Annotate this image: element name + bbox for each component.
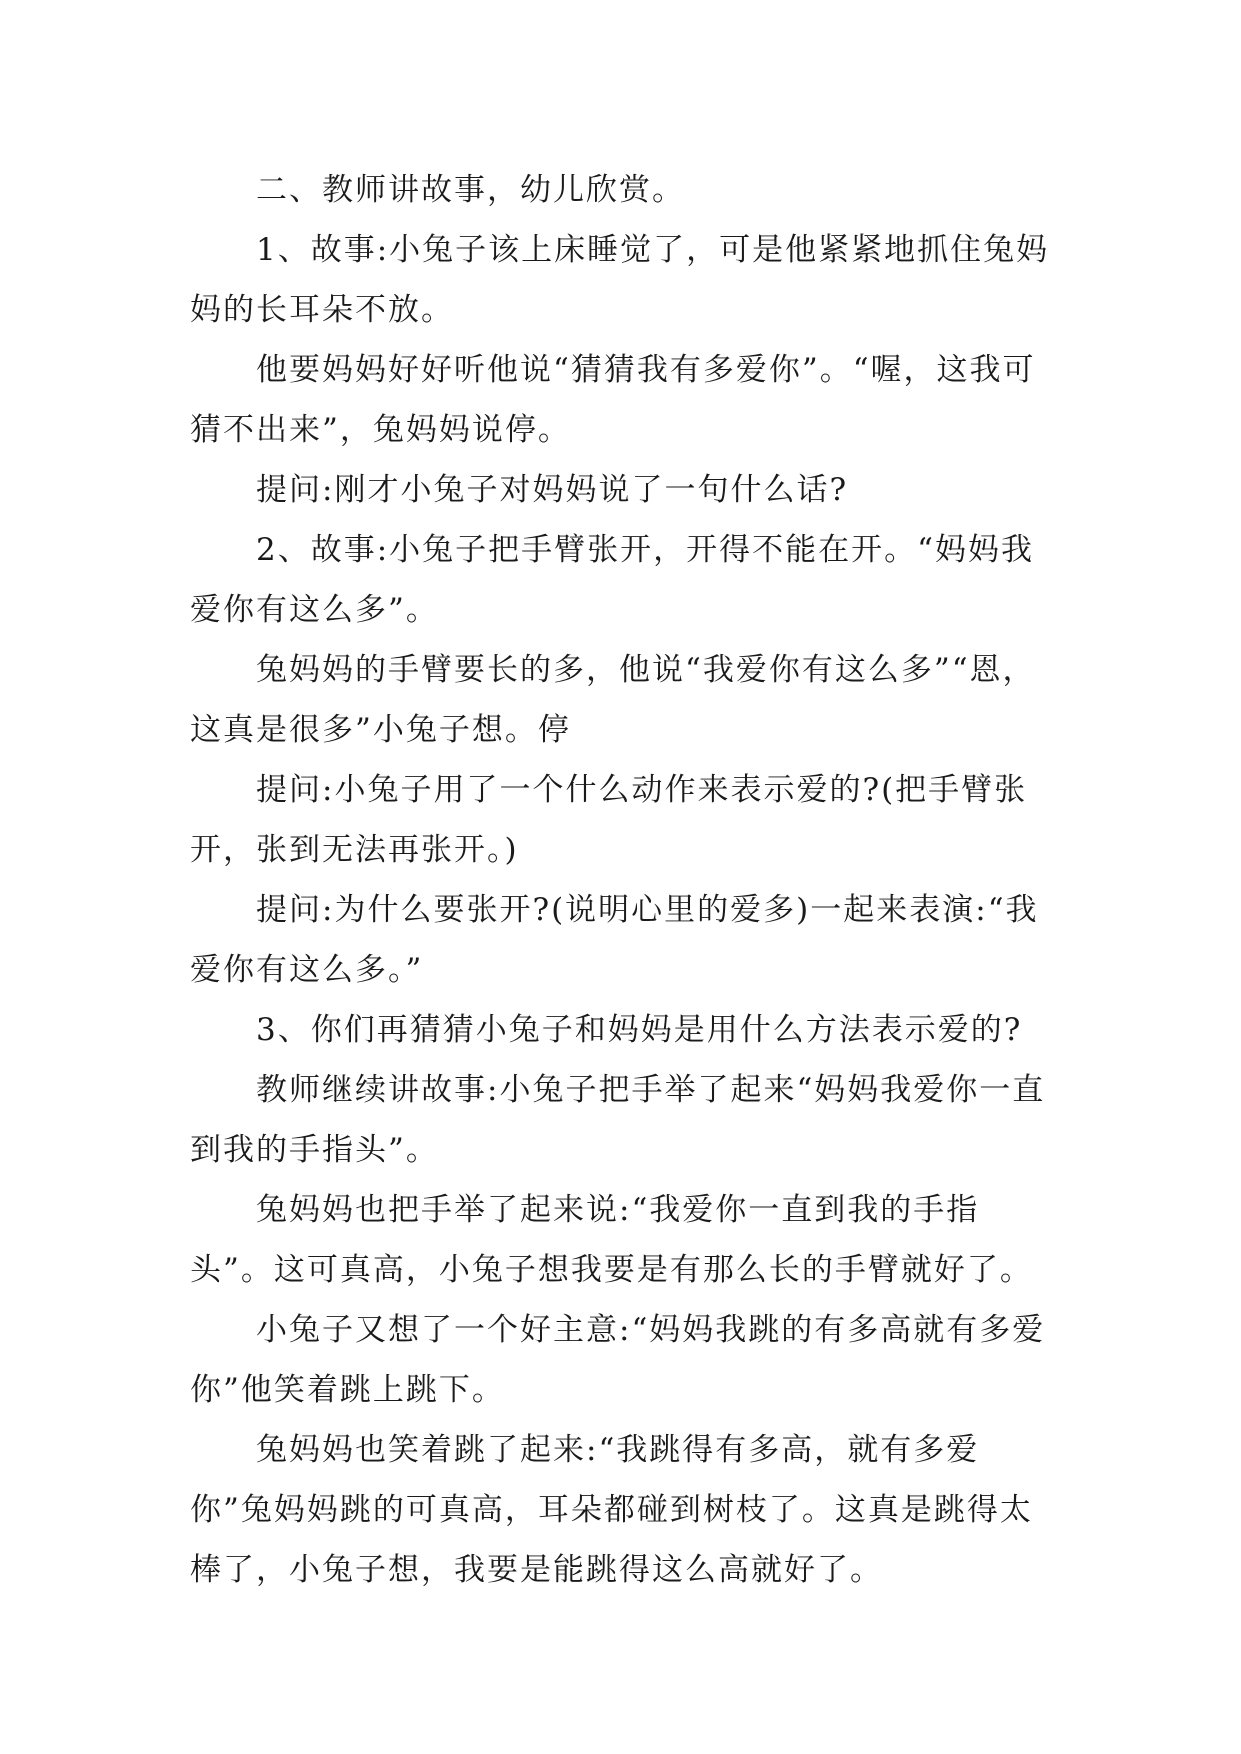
paragraph: 教师继续讲故事:小兔子把手举了起来“妈妈我爱你一直到我的手指头”。 (190, 1072, 1046, 1168)
paragraph: 兔妈妈也把手举了起来说:“我爱你一直到我的手指头”。这可真高，小兔子想我要是有那么长的手臂就好了。 (190, 1192, 1033, 1288)
paragraph: 兔妈妈也笑着跳了起来:“我跳得有多高，就有多爱你”兔妈妈跳的可真高，耳朵都碰到树枝了。这真是跳得太棒了，小兔子想，我要是能跳得这么高就好了。 (190, 1432, 1033, 1588)
document-body (190, 160, 1052, 1600)
paragraph: 他要妈妈好好听他说“猜猜我有多爱你”。“喔，这我可猜不出来”，兔妈妈说停。 (190, 352, 1036, 448)
paragraph: 兔妈妈的手臂要长的多，他说“我爱你有这么多”“恩，这真是很多”小兔子想。停 (190, 652, 1036, 748)
paragraph: 提问:刚才小兔子对妈妈说了一句什么话? (256, 472, 849, 508)
paragraph: 1、故事:小兔子该上床睡觉了，可是他紧紧地抓住兔妈妈的长耳朵不放。 (190, 232, 1050, 328)
paragraph: 小兔子又想了一个好主意:“妈妈我跳的有多高就有多爱你”他笑着跳上跳下。 (190, 1312, 1046, 1408)
paragraph: 2、故事:小兔子把手臂张开，开得不能在开。“妈妈我爱你有这么多”。 (190, 532, 1035, 628)
paragraph: 提问:为什么要张开?(说明心里的爱多)一起来表演:“我爱你有这么多。” (190, 892, 1039, 988)
paragraph: 提问:小兔子用了一个什么动作来表示爱的?(把手臂张开，张到无法再张开。) (190, 772, 1028, 868)
section-heading: 二、教师讲故事，幼儿欣赏。 (256, 172, 685, 208)
paragraph: 3、你们再猜猜小兔子和妈妈是用什么方法表示爱的? (256, 1012, 1023, 1048)
